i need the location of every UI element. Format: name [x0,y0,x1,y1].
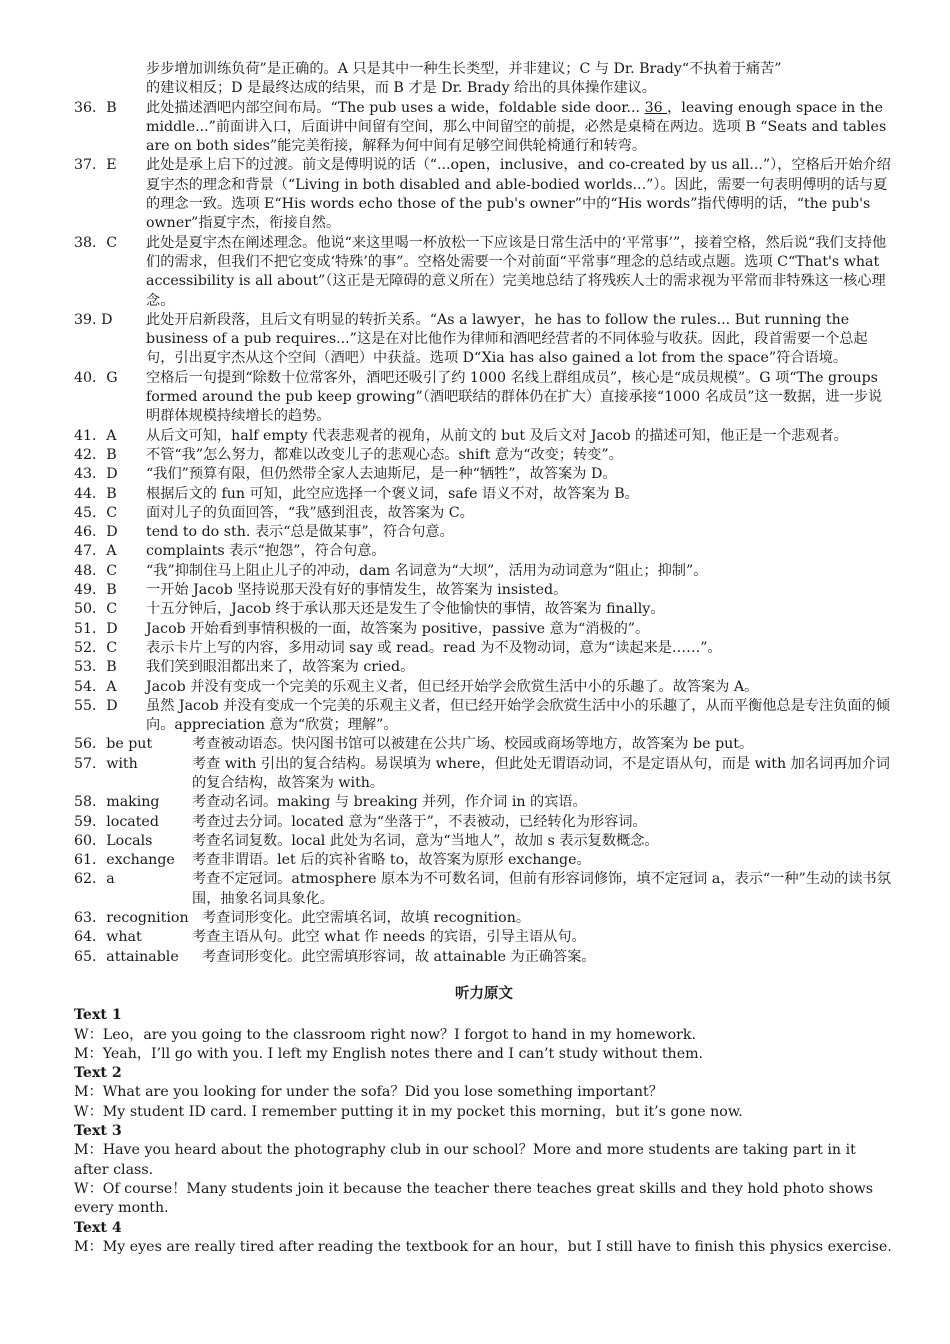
dialogue-line: M：Yeah，I’ll go with you. I left my English notes there and I can’t study without them. [74,1045,704,1062]
answer-item [74,234,894,311]
answer-number: 37．E [74,157,117,174]
answer-number: 60．Locals [74,832,153,849]
answer-item [74,523,894,542]
answer-explanation: 考查名词复数。local 此处为名词，意为“当地人”，故加 s 表示复数概念。 [192,832,659,849]
answer-number: 52．C [74,639,118,656]
answer-item [74,427,894,446]
answer-explanation: 考查非谓语。let 后的宾补省略 to，故答案为原形 exchange。 [192,852,591,869]
answer-explanation: 表示卡片上写的内容，多用动词 say 或 read。read 为不及物动词，意为“读起来是……”。 [146,639,722,656]
answer-number: 65．attainable [74,948,179,965]
dialogue-line: W：Leo，are you going to the classroom right now？I forgot to hand in my homework. [74,1026,697,1043]
answer-number: 61．exchange [74,852,175,869]
answer-explanation: 面对儿子的负面回答，“我”感到沮丧，故答案为 C。 [146,504,474,521]
answer-item [74,504,894,523]
answer-item [74,369,894,427]
answer-item [74,697,894,736]
answer-item [74,485,894,504]
answer-number: 43．D [74,466,118,483]
answer-item [74,909,894,928]
answer-number: 36．B [74,99,117,116]
answer-item [74,813,894,832]
answer-explanation: Jacob 开始看到事情积极的一面，故答案为 positive，passive 意为“消极的”。 [146,620,650,637]
answer-number: 40．G [74,369,118,386]
answer-explanation: 空格后一句提到“除数十位常客外，酒吧还吸引了约 1000 名线上群组成员”，核心是“成员规模”。G 项“The groups formed around the pub keep growing”（酒吧联结的群体仍在扩大）直接承接“1000 名成员”这一数据，进一步说明群体规模持续增长的趋势。 [146,369,883,425]
text-label: Text 2 [74,1065,122,1082]
answer-item [74,562,894,581]
answer-item [74,948,894,967]
answer-explanation: 考查词形变化。此空需填名词，故填 recognition。 [202,910,531,927]
dialogue-line: W：My student ID card. I remember putting it in my pocket this morning，but it’s gone now. [74,1103,743,1120]
answer-number: 59．located [74,813,159,830]
answer-number: 63．recognition [74,910,189,927]
dialogue-line: M：My eyes are really tired after reading the textbook for an hour，but I still have to finish this physics exercise. [74,1238,892,1255]
answer-item [74,542,894,561]
answer-explanation: 考查不定冠词。atmosphere 原本为不可数名词，但前有形容词修饰，填不定冠词 a，表示“一种”生动的读书氛围，抽象名词具象化。 [192,871,891,907]
answer-number: 41．A [74,427,117,444]
answer-explanation: 根据后文的 fun 可知，此空应选择一个褒义词，safe 语义不对，故答案为 B。 [146,485,639,502]
answer-explanation: 此处描述酒吧内部空间布局。“The pub uses a wide，foldable side door... 36 ，leaving enough space in the middle...”前面讲入口，后面讲中间留有空间，那么中间留空的前提，必然是桌椅在两边。选项 B “Seats and tables are on both sides”能完美衔接，解释为何中间有足够空间供轮椅通行和转弯。 [146,99,887,155]
answer-item [74,446,894,465]
answer-number: 49．B [74,582,117,599]
answer-explanation: 一开始 Jacob 坚持说那天没有好的事情发生，故答案为 insisted。 [146,582,568,599]
answer-item [74,581,894,600]
answer-number: 39. D [74,311,113,328]
answer-item [74,928,894,947]
text-label: Text 1 [74,1007,122,1024]
answer-explanation: 考查主语从句。此空 what 作 needs 的宾语，引导主语从句。 [192,929,586,946]
dialogue-line: M：What are you looking for under the sofa？Did you lose something important？ [74,1084,663,1101]
dialogue-line: W：Of course！Many students join it because the teacher there teaches great skills and they hold photo shows every month. [74,1180,874,1217]
answer-explanation: 此处是夏宇杰在阐述理念。他说“来这里喝一杯放松一下应该是日常生活中的‘平常事’”，接着空格，然后说“我们支持他们的需求，但我们不把它变成‘特殊’的事”。空格处需要一个对前面“平常事”理念的总结或点题。选项 C“That's what accessibility is all about”（这正是无障碍的意义所在）完美地总结了将残疾人士的需求视为平常而非特殊这一核心理念。 [146,234,887,309]
intro-line: 步步增加训练负荷”是正确的。A 只是其中一种生长类型，并非建议；C 与 Dr. Brady“不执着于痛苦” [146,61,782,77]
listening-section-title: 听力原文 [455,985,513,1002]
answer-number: 62．a [74,871,115,888]
answer-number: 54．A [74,678,117,695]
answer-item [74,639,894,658]
intro-paragraph [74,60,894,99]
answer-explanation: Jacob 并没有变成一个完美的乐观主义者，但已经开始学会欣赏生活中小的乐趣了。故答案为 A。 [146,678,759,695]
answer-item [74,832,894,851]
blank-number: 36 [644,99,668,116]
text-label: Text 3 [74,1123,122,1140]
answer-item [74,658,894,677]
answer-number: 38．C [74,234,118,251]
answer-explanation: 十五分钟后，Jacob 终于承认那天还是发生了令他愉快的事情，故答案为 finally。 [146,601,665,618]
answer-explanation: 考查词形变化。此空需填形容词，故 attainable 为正确答案。 [202,948,596,965]
answer-explanation: 此处开启新段落，且后文有明显的转折关系。“As a lawyer，he has to follow the rules... But running the business of a pub requires...”这是在对比他作为律师和酒吧经营者的不同体验与收获。因此，段首需要一个总起句，引出夏宇杰从这个空间（酒吧）中获益。选项 D“Xia has also gained a lot from the space”符合语境。 [146,311,868,367]
answer-explanation: 我们笑到眼泪都出来了，故答案为 cried。 [146,659,415,676]
answer-item [74,311,894,369]
answer-number: 44．B [74,485,117,502]
answer-item [74,99,894,157]
listening-transcript [74,1006,894,1257]
answer-number: 51．D [74,620,118,637]
answer-number: 58．making [74,794,160,811]
answer-number: 48．C [74,562,118,579]
answer-explanation: 考查被动语态。快闪图书馆可以被建在公共广场、校园或商场等地方，故答案为 be put。 [192,736,754,753]
answer-number: 56．be put [74,736,153,753]
answer-number: 50．C [74,601,118,618]
answer-item [74,600,894,619]
answer-explanation: 不管“我”怎么努力，都难以改变儿子的悲观心态。shift 意为“改变；转变”。 [146,446,623,463]
answer-item [74,755,894,794]
answer-explanation: 此处是承上启下的过渡。前文是傅明说的话（“...open，inclusive，and co-created by us all...”），空格后开始介绍夏宇杰的理念和背景（“Living in both disabled and able-bodied worlds...”）。因此，需要一句表明傅明的话与夏的理念一致。选项 E“His words echo those of the pub's owner”中的“His words”指代傅明的话，“the pub's owner”指夏宇杰，衔接自然。 [146,157,891,232]
answer-item [74,735,894,754]
answer-explanation: complaints 表示“抱怨”，符合句意。 [146,543,386,560]
answer-list-b [74,735,894,967]
answer-item [74,678,894,697]
answer-explanation: 考查动名词。making 与 breaking 并列，作介词 in 的宾语。 [192,794,587,811]
answer-explanation: 从后文可知，half empty 代表悲观者的视角，从前文的 but 及后文对 Jacob 的描述可知，他正是一个悲观者。 [146,427,848,444]
answer-item [74,870,894,909]
answer-explanation: 考查过去分词。located 意为“坐落于”，不表被动，已经转化为形容词。 [192,813,647,830]
answer-number: 55．D [74,697,118,714]
answer-item [74,465,894,484]
answer-item [74,620,894,639]
answer-item [74,793,894,812]
answer-number: 46．D [74,524,118,541]
dialogue-line: M：Have you heard about the photography club in our school？More and more students are taking part in it after class. [74,1142,856,1178]
answer-number: 57．with [74,755,138,772]
answer-key-page [74,60,894,1257]
text-label: Text 4 [74,1219,122,1236]
answer-explanation: tend to do sth. 表示“总是做某事”，符合句意。 [146,524,454,541]
answer-number: 45．C [74,504,118,521]
answer-number: 47．A [74,543,117,560]
answer-number: 42．B [74,446,117,463]
answer-explanation: “我们”预算有限，但仍然带全家人去迪斯尼，是一种“牺牲”，故答案为 D。 [146,466,617,483]
answer-item [74,156,894,233]
answer-explanation: “我”抑制住马上阻止儿子的冲动，dam 名词意为“大坝”，活用为动词意为“阻止；抑制”。 [146,562,708,579]
intro-line: 的建议相反；D 是最终达成的结果，而 B 才是 Dr. Brady 给出的具体操作建议。 [146,80,656,97]
answer-explanation: 考查 with 引出的复合结构。易误填为 where，但此处无谓语动词，不是定语从句，而是 with 加名词再加介词的复合结构，故答案为 with。 [192,755,890,791]
answer-number: 64．what [74,929,142,946]
answer-list-a [74,99,894,736]
answer-item [74,851,894,870]
answer-number: 53．B [74,659,117,676]
answer-explanation: 虽然 Jacob 并没有变成一个完美的乐观主义者，但已经开始学会欣赏生活中小的乐趣了，从而平衡他总是专注负面的倾向。appreciation 意为“欣赏；理解”。 [146,697,890,734]
